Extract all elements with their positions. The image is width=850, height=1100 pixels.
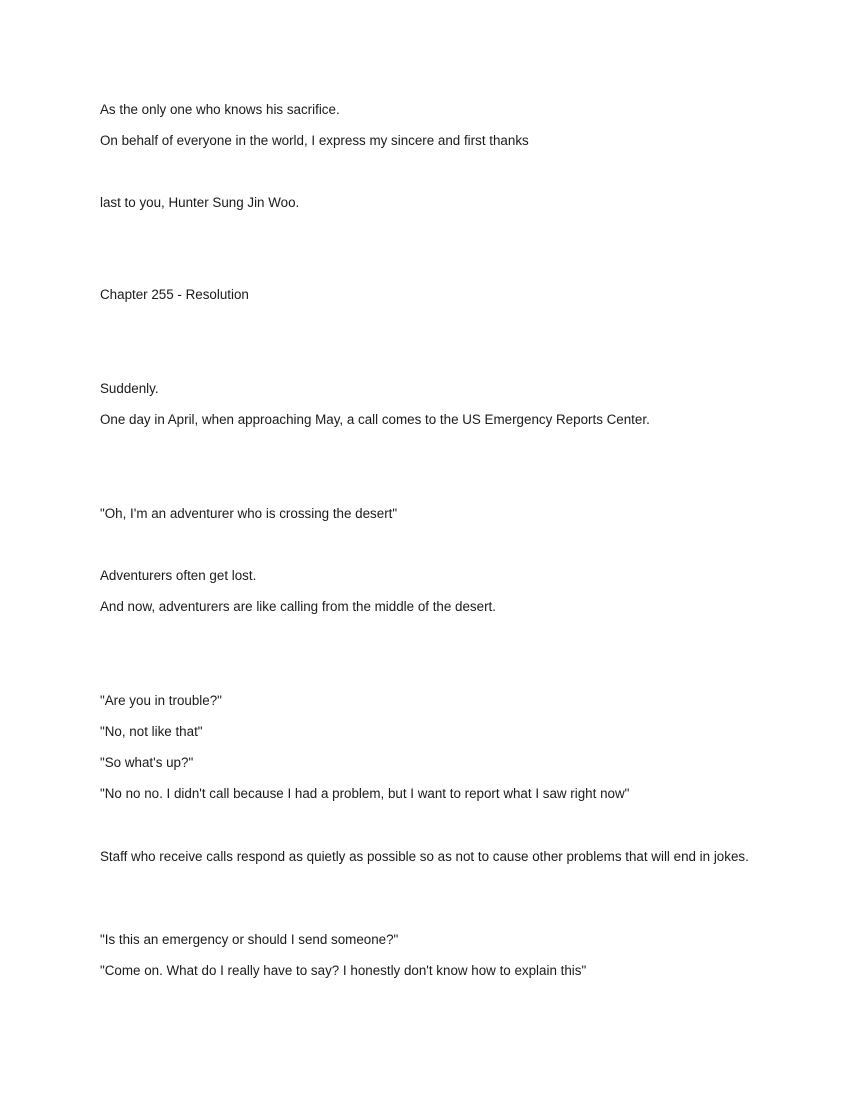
paragraph: "No no no. I didn't call because I had a problem, but I want to report what I saw right now" [100, 786, 630, 801]
chapter-heading: Chapter 255 - Resolution [100, 287, 249, 302]
paragraph: And now, adventurers are like calling from the middle of the desert. [100, 599, 496, 614]
paragraph: "So what's up?" [100, 755, 194, 770]
paragraph: "No, not like that" [100, 724, 203, 739]
paragraph: Staff who receive calls respond as quietly as possible so as not to cause other problems that will end in jokes. [100, 849, 749, 864]
paragraph: "Come on. What do I really have to say? I honestly don't know how to explain this" [100, 963, 587, 978]
paragraph: "Are you in trouble?" [100, 693, 222, 708]
paragraph: "Oh, I'm an adventurer who is crossing the desert" [100, 506, 398, 521]
paragraph: Suddenly. [100, 381, 159, 396]
paragraph: As the only one who knows his sacrifice. [100, 102, 340, 117]
paragraph: On behalf of everyone in the world, I express my sincere and first thanks [100, 133, 529, 148]
paragraph: "Is this an emergency or should I send someone?" [100, 932, 399, 947]
paragraph: One day in April, when approaching May, a call comes to the US Emergency Reports Center. [100, 412, 650, 427]
paragraph: last to you, Hunter Sung Jin Woo. [100, 195, 300, 210]
paragraph: Adventurers often get lost. [100, 568, 257, 583]
